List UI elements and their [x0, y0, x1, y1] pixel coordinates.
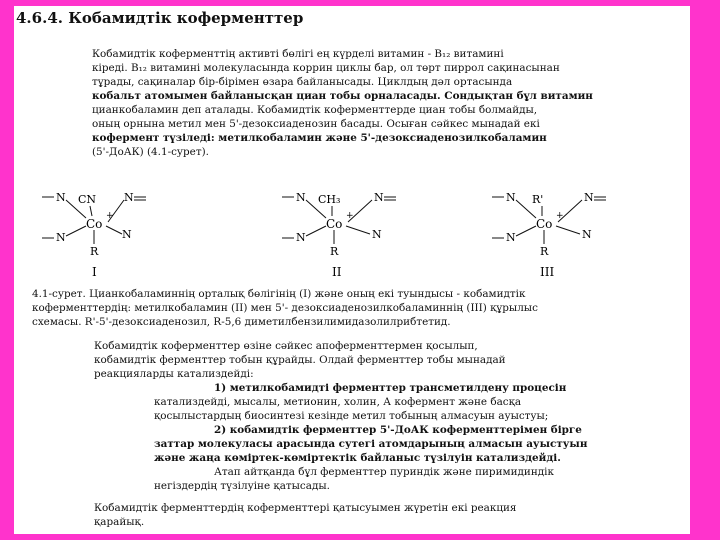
nitrogen-label: N	[122, 228, 132, 241]
top-group-label: CN	[78, 193, 97, 206]
nitrogen-label: N	[372, 228, 382, 241]
intro-line-7: кофермент түзіледі: метилкобаламин және 5'-дезоксиаденозилкобаламин	[92, 132, 547, 144]
document-page	[14, 6, 690, 534]
intro-line-6: оның орнына метил мен 5'-дезоксиаденозин басады. Осыған сәйкес мынадай екі	[92, 118, 540, 130]
bottom-group-label: R	[330, 245, 339, 258]
nitrogen-label: N	[296, 231, 306, 244]
top-group-label: R'	[532, 193, 544, 206]
body-line-13: қарайық.	[94, 516, 145, 528]
top-group-label: CH₃	[318, 193, 341, 206]
caption-line-3: схемасы. R'-5'-дезоксиаденозил, R-5,6 диметилбензилимидазолилрибтетид.	[32, 316, 451, 328]
body-line-5: катализдейді, мысалы, метионин, холин, А кофермент және басқа	[154, 396, 522, 408]
intro-line-2: кіреді. B₁₂ витамині молекуласында коррин циклы бар, ол төрт пиррол сақинасынан	[92, 62, 560, 74]
body-line-11: негіздердің түзілуіне қатысады.	[154, 480, 330, 492]
nitrogen-label: N	[582, 228, 592, 241]
metal-label: Co	[86, 217, 103, 231]
nitrogen-label: N	[56, 231, 66, 244]
nitrogen-label: N	[56, 191, 66, 204]
structure-II	[282, 191, 396, 279]
chemical-structures	[34, 166, 684, 286]
nitrogen-label: N	[296, 191, 306, 204]
structure-I	[42, 191, 146, 279]
section-title: 4.6.4. Кобамидтік коферменттер	[16, 9, 304, 27]
metal-label: Co	[536, 217, 553, 231]
nitrogen-label: N	[506, 231, 516, 244]
nitrogen-label: N	[374, 191, 384, 204]
body-line-8: заттар молекуласы арасында сутегі атомдарының алмасын ауыстуын	[154, 438, 588, 450]
body-line-12: Кобамидтік ферменттердің коферменттері қатысуымен жүретін екі реакция	[94, 502, 517, 514]
intro-line-4: кобальт атомымен байланысқан циан тобы орналасады. Сондықтан бұл витамин	[92, 90, 593, 102]
bottom-group-label: R	[90, 245, 99, 258]
charge-label: +	[556, 211, 564, 221]
body-line-7: 2) кобамидтік ферменттер 5'-ДоАК коферменттерімен бірге	[214, 424, 582, 436]
nitrogen-label: N	[506, 191, 516, 204]
structure-numeral: III	[540, 265, 555, 279]
body-line-9: және жаңа көміртек-көміртектік байланыс түзілуін катализдейді.	[154, 452, 561, 464]
bottom-group-label: R	[540, 245, 549, 258]
body-line-1: Кобамидтік коферменттер өзіне сәйкес апоферменттермен қосылып,	[94, 340, 478, 352]
caption-line-1: 4.1-сурет. Цианкобаламиннің орталық бөлігінің (I) және оның екі туындысы - кобамидтік	[32, 288, 526, 300]
body-line-10: Атап айтқанда бұл ферменттер пуриндік және пиримидиндік	[214, 466, 554, 478]
intro-line-8: (5'-ДоАК) (4.1-сурет).	[92, 146, 209, 158]
body-line-4: 1) метилкобамидті ферменттер трансметилдену процесін	[214, 382, 567, 394]
body-line-2: кобамидтік ферменттер тобын құрайды. Олдай ферменттер тобы мынадай	[94, 354, 506, 366]
body-line-6: қосылыстардың биосинтезі кезінде метил тобының алмасуын ауыстуы;	[154, 410, 549, 422]
body-line-3: реакцияларды катализдейді:	[94, 368, 254, 380]
structure-numeral: I	[92, 265, 97, 279]
nitrogen-label: N	[584, 191, 594, 204]
metal-label: Co	[326, 217, 343, 231]
caption-line-2: коферменттердің: метилкобаламин (II) мен 5'- дезоксиаденозилкобаламиннің (III) құрылыс	[32, 302, 538, 314]
charge-label: +	[346, 211, 354, 221]
nitrogen-label: N	[124, 191, 134, 204]
structure-III	[492, 191, 606, 279]
intro-line-1: Кобамидтік коферменттің активті бөлігі ең күрделі витамин - B₁₂ витамині	[92, 48, 504, 60]
intro-line-3: тұрады, сақиналар бір-бірімен өзара байланысады. Циклдың дәл ортасында	[92, 76, 513, 88]
structure-numeral: II	[332, 265, 342, 279]
charge-label: +	[106, 211, 114, 221]
intro-line-5: цианкобаламин деп аталады. Кобамидтік коферменттерде циан тобы болмайды,	[92, 104, 538, 116]
